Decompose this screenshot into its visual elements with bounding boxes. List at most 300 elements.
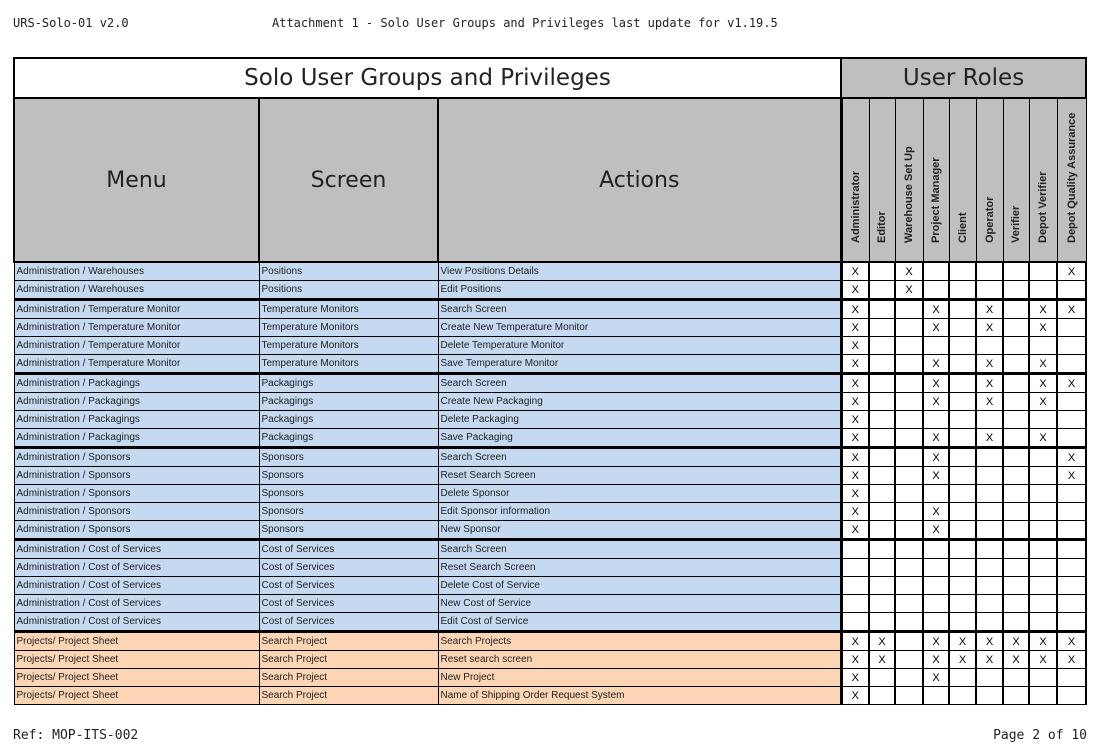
menu-cell: Administration / Warehouses <box>14 262 259 281</box>
table-row <box>14 281 1086 300</box>
privilege-mark <box>895 669 923 687</box>
privilege-mark <box>1003 467 1029 485</box>
screen-cell: Cost of Services <box>259 559 438 577</box>
table-row <box>14 262 1086 281</box>
privilege-mark <box>895 448 923 467</box>
privilege-mark <box>895 337 923 355</box>
privilege-mark: X <box>841 521 869 540</box>
privilege-mark <box>949 540 976 559</box>
privilege-mark <box>976 503 1003 521</box>
privilege-mark <box>1003 448 1029 467</box>
privilege-mark: X <box>923 300 949 319</box>
role-header <box>923 98 949 262</box>
role-label: Client <box>956 212 969 243</box>
privilege-mark <box>895 374 923 393</box>
privilege-mark: X <box>1057 651 1086 669</box>
privilege-mark <box>949 319 976 337</box>
screen-cell: Cost of Services <box>259 540 438 559</box>
privilege-mark <box>1057 577 1086 595</box>
privilege-mark: X <box>923 448 949 467</box>
privilege-mark <box>923 559 949 577</box>
privilege-mark <box>1003 337 1029 355</box>
privilege-mark <box>869 374 895 393</box>
privilege-mark <box>1057 669 1086 687</box>
privilege-mark <box>1057 429 1086 448</box>
action-cell: Reset Search Screen <box>438 559 841 577</box>
table-row <box>14 687 1086 705</box>
actions-column-header: Actions <box>438 98 841 262</box>
privilege-mark <box>976 448 1003 467</box>
privilege-mark <box>949 262 976 281</box>
role-label: Depot Verifier <box>1037 171 1049 243</box>
privilege-mark: X <box>869 651 895 669</box>
privilege-mark <box>1003 429 1029 448</box>
privilege-mark: X <box>1057 467 1086 485</box>
privilege-mark <box>895 521 923 540</box>
table-row <box>14 540 1086 559</box>
screen-cell: Temperature Monitors <box>259 319 438 337</box>
action-cell: Search Screen <box>438 540 841 559</box>
privilege-mark: X <box>841 632 869 651</box>
privilege-mark <box>1003 613 1029 632</box>
privilege-mark <box>895 613 923 632</box>
privilege-mark <box>949 429 976 448</box>
privilege-mark: X <box>841 687 869 705</box>
role-header <box>1057 98 1086 262</box>
table-row <box>14 651 1086 669</box>
privilege-mark <box>923 281 949 300</box>
privilege-mark <box>869 503 895 521</box>
screen-cell: Search Project <box>259 687 438 705</box>
role-header <box>1029 98 1057 262</box>
document-id: URS-Solo-01 v2.0 <box>13 16 129 30</box>
privilege-mark <box>869 319 895 337</box>
privilege-mark <box>869 559 895 577</box>
privilege-mark <box>949 411 976 429</box>
privilege-mark <box>869 448 895 467</box>
screen-cell: Sponsors <box>259 503 438 521</box>
privilege-mark: X <box>895 281 923 300</box>
table-row <box>14 319 1086 337</box>
privilege-mark <box>1057 393 1086 411</box>
action-cell: Delete Sponsor <box>438 485 841 503</box>
privilege-mark <box>949 393 976 411</box>
privilege-mark <box>895 651 923 669</box>
privilege-mark: X <box>976 429 1003 448</box>
privilege-mark: X <box>1057 632 1086 651</box>
privilege-mark: X <box>923 503 949 521</box>
privilege-mark <box>841 613 869 632</box>
privilege-mark <box>869 337 895 355</box>
privilege-mark: X <box>841 669 869 687</box>
table-row <box>14 559 1086 577</box>
privilege-mark <box>976 262 1003 281</box>
action-cell: Edit Sponsor information <box>438 503 841 521</box>
privilege-mark: X <box>1029 651 1057 669</box>
privilege-mark <box>841 595 869 613</box>
privilege-mark <box>976 559 1003 577</box>
privilege-mark <box>923 337 949 355</box>
privilege-mark <box>1057 281 1086 300</box>
menu-cell: Administration / Temperature Monitor <box>14 355 259 374</box>
privilege-mark <box>1029 595 1057 613</box>
screen-cell: Packagings <box>259 411 438 429</box>
privilege-mark <box>1057 485 1086 503</box>
privilege-mark <box>976 613 1003 632</box>
privilege-mark <box>976 467 1003 485</box>
role-header <box>976 98 1003 262</box>
table-row <box>14 485 1086 503</box>
privilege-mark <box>976 540 1003 559</box>
table-row <box>14 467 1086 485</box>
privilege-mark: X <box>1029 300 1057 319</box>
table-row <box>14 503 1086 521</box>
privilege-mark <box>1029 613 1057 632</box>
privilege-mark <box>895 319 923 337</box>
privilege-mark <box>895 503 923 521</box>
privilege-mark <box>1003 559 1029 577</box>
screen-cell: Sponsors <box>259 521 438 540</box>
table-row <box>14 393 1086 411</box>
privilege-mark: X <box>976 300 1003 319</box>
menu-cell: Administration / Cost of Services <box>14 540 259 559</box>
privilege-mark <box>869 577 895 595</box>
privilege-mark <box>1057 337 1086 355</box>
action-cell: New Cost of Service <box>438 595 841 613</box>
menu-cell: Projects/ Project Sheet <box>14 669 259 687</box>
privilege-mark <box>1003 485 1029 503</box>
menu-cell: Administration / Temperature Monitor <box>14 319 259 337</box>
action-cell: Delete Cost of Service <box>438 577 841 595</box>
table-row <box>14 632 1086 651</box>
privilege-mark <box>923 485 949 503</box>
action-cell: Save Packaging <box>438 429 841 448</box>
privilege-mark <box>1003 521 1029 540</box>
privilege-mark <box>976 577 1003 595</box>
privilege-mark <box>1003 300 1029 319</box>
screen-cell: Temperature Monitors <box>259 337 438 355</box>
privilege-mark <box>949 503 976 521</box>
screen-cell: Cost of Services <box>259 613 438 632</box>
role-label: Project Manager <box>930 157 942 243</box>
action-cell: Search Projects <box>438 632 841 651</box>
table-row <box>14 355 1086 374</box>
privilege-mark <box>895 393 923 411</box>
privilege-mark <box>1003 687 1029 705</box>
privilege-mark <box>976 595 1003 613</box>
action-cell: Create New Packaging <box>438 393 841 411</box>
privilege-mark <box>1003 262 1029 281</box>
privilege-mark: X <box>841 429 869 448</box>
privilege-mark <box>949 559 976 577</box>
privilege-mark <box>949 300 976 319</box>
role-header <box>841 98 869 262</box>
privilege-mark <box>923 262 949 281</box>
action-cell: Delete Temperature Monitor <box>438 337 841 355</box>
privilege-mark <box>1057 503 1086 521</box>
privilege-mark <box>949 281 976 300</box>
privilege-mark: X <box>1029 374 1057 393</box>
privilege-mark <box>1057 540 1086 559</box>
privilege-mark <box>923 411 949 429</box>
role-header <box>895 98 923 262</box>
privilege-mark <box>949 485 976 503</box>
privilege-mark <box>949 595 976 613</box>
privilege-mark <box>976 411 1003 429</box>
privilege-mark <box>1003 411 1029 429</box>
privilege-mark <box>1003 355 1029 374</box>
privilege-mark <box>1057 411 1086 429</box>
role-label: Warehouse Set Up <box>903 146 915 243</box>
table-row <box>14 448 1086 467</box>
menu-cell: Administration / Cost of Services <box>14 595 259 613</box>
screen-cell: Sponsors <box>259 485 438 503</box>
privilege-mark: X <box>976 319 1003 337</box>
privilege-mark <box>1029 467 1057 485</box>
privilege-mark: X <box>1029 319 1057 337</box>
menu-cell: Administration / Sponsors <box>14 467 259 485</box>
privilege-mark <box>1029 503 1057 521</box>
screen-cell: Packagings <box>259 393 438 411</box>
privilege-mark <box>1029 262 1057 281</box>
privilege-mark <box>1029 411 1057 429</box>
role-label: Administrator <box>849 170 862 243</box>
privilege-mark <box>1003 319 1029 337</box>
action-cell: View Positions Details <box>438 262 841 281</box>
privilege-mark <box>949 521 976 540</box>
action-cell: Name of Shipping Order Request System <box>438 687 841 705</box>
privilege-mark: X <box>841 319 869 337</box>
screen-cell: Sponsors <box>259 467 438 485</box>
table-row <box>14 613 1086 632</box>
menu-cell: Administration / Temperature Monitor <box>14 300 259 319</box>
privilege-mark <box>1029 281 1057 300</box>
privilege-mark: X <box>841 448 869 467</box>
menu-column-header: Menu <box>14 98 259 262</box>
screen-cell: Search Project <box>259 669 438 687</box>
role-label: Operator <box>983 196 996 243</box>
privilege-mark <box>1057 613 1086 632</box>
table-row <box>14 300 1086 319</box>
privilege-mark <box>895 467 923 485</box>
privilege-mark <box>869 613 895 632</box>
privilege-mark: X <box>895 262 923 281</box>
menu-cell: Administration / Sponsors <box>14 521 259 540</box>
screen-cell: Packagings <box>259 429 438 448</box>
privilege-mark <box>1057 687 1086 705</box>
screen-cell: Search Project <box>259 632 438 651</box>
privilege-mark <box>1029 540 1057 559</box>
menu-cell: Projects/ Project Sheet <box>14 632 259 651</box>
privilege-mark: X <box>841 300 869 319</box>
privilege-mark: X <box>841 393 869 411</box>
action-cell: New Project <box>438 669 841 687</box>
privilege-mark <box>949 687 976 705</box>
privilege-mark <box>869 300 895 319</box>
privilege-mark <box>869 429 895 448</box>
privilege-mark: X <box>1057 262 1086 281</box>
privilege-mark: X <box>949 651 976 669</box>
privilege-mark <box>1029 485 1057 503</box>
action-cell: Search Screen <box>438 300 841 319</box>
menu-cell: Administration / Packagings <box>14 393 259 411</box>
privilege-mark <box>895 300 923 319</box>
action-cell: Edit Cost of Service <box>438 613 841 632</box>
privilege-mark <box>1029 448 1057 467</box>
role-header <box>1003 98 1029 262</box>
action-cell: Delete Packaging <box>438 411 841 429</box>
table-title: Solo User Groups and Privileges <box>14 58 841 98</box>
action-cell: Edit Positions <box>438 281 841 300</box>
privilege-mark <box>1057 595 1086 613</box>
menu-cell: Administration / Cost of Services <box>14 577 259 595</box>
privilege-mark <box>1029 687 1057 705</box>
footer-ref: Ref: MOP-ITS-002 <box>13 728 139 743</box>
menu-cell: Administration / Packagings <box>14 411 259 429</box>
role-label: Editor <box>876 211 888 243</box>
menu-cell: Administration / Sponsors <box>14 485 259 503</box>
privilege-mark <box>923 540 949 559</box>
action-cell: Reset search screen <box>438 651 841 669</box>
privileges-table <box>13 57 1087 705</box>
privilege-mark: X <box>976 651 1003 669</box>
privilege-mark: X <box>1029 429 1057 448</box>
privilege-mark <box>923 687 949 705</box>
screen-cell: Positions <box>259 262 438 281</box>
screen-cell: Cost of Services <box>259 577 438 595</box>
privilege-mark <box>949 355 976 374</box>
privilege-mark <box>949 577 976 595</box>
screen-cell: Cost of Services <box>259 595 438 613</box>
menu-cell: Administration / Warehouses <box>14 281 259 300</box>
privilege-mark: X <box>923 374 949 393</box>
privilege-mark <box>869 595 895 613</box>
privilege-mark <box>1003 374 1029 393</box>
privilege-mark: X <box>923 521 949 540</box>
privilege-mark: X <box>1057 448 1086 467</box>
privilege-mark <box>949 669 976 687</box>
user-roles-title: User Roles <box>841 58 1086 98</box>
privilege-mark: X <box>1029 355 1057 374</box>
privilege-mark <box>869 687 895 705</box>
privilege-mark: X <box>923 651 949 669</box>
privilege-mark <box>976 521 1003 540</box>
privilege-mark: X <box>841 262 869 281</box>
privilege-mark <box>976 687 1003 705</box>
privilege-mark <box>1029 337 1057 355</box>
privilege-mark <box>1029 669 1057 687</box>
privilege-mark <box>949 448 976 467</box>
privilege-mark <box>869 262 895 281</box>
privilege-mark <box>895 540 923 559</box>
privilege-mark <box>923 595 949 613</box>
privilege-mark <box>869 467 895 485</box>
privilege-mark: X <box>923 467 949 485</box>
privilege-mark <box>869 393 895 411</box>
privilege-mark: X <box>1057 374 1086 393</box>
role-label: Verifier <box>1010 205 1022 243</box>
menu-cell: Administration / Sponsors <box>14 503 259 521</box>
privilege-mark: X <box>869 632 895 651</box>
privilege-mark: X <box>1029 393 1057 411</box>
privilege-mark <box>1003 393 1029 411</box>
privilege-mark: X <box>923 355 949 374</box>
privilege-mark: X <box>841 467 869 485</box>
menu-cell: Projects/ Project Sheet <box>14 651 259 669</box>
role-header <box>869 98 895 262</box>
privilege-mark: X <box>976 374 1003 393</box>
privilege-mark <box>976 485 1003 503</box>
privilege-mark: X <box>841 651 869 669</box>
table-row <box>14 337 1086 355</box>
screen-cell: Packagings <box>259 374 438 393</box>
privilege-mark: X <box>923 319 949 337</box>
privilege-mark: X <box>923 393 949 411</box>
menu-cell: Administration / Cost of Services <box>14 613 259 632</box>
privilege-mark <box>869 355 895 374</box>
privilege-mark: X <box>841 503 869 521</box>
privilege-mark <box>1003 669 1029 687</box>
privilege-mark <box>1057 559 1086 577</box>
privilege-mark <box>895 687 923 705</box>
screen-cell: Temperature Monitors <box>259 300 438 319</box>
screen-column-header: Screen <box>259 98 438 262</box>
menu-cell: Administration / Cost of Services <box>14 559 259 577</box>
privilege-mark <box>869 521 895 540</box>
privilege-mark: X <box>841 411 869 429</box>
action-cell: Search Screen <box>438 374 841 393</box>
privilege-mark <box>949 337 976 355</box>
privilege-mark <box>841 540 869 559</box>
privilege-mark <box>869 540 895 559</box>
screen-cell: Search Project <box>259 651 438 669</box>
privilege-mark: X <box>1003 632 1029 651</box>
table-row <box>14 521 1086 540</box>
screen-cell: Positions <box>259 281 438 300</box>
privilege-mark <box>895 355 923 374</box>
privilege-mark <box>1057 319 1086 337</box>
privilege-mark: X <box>923 632 949 651</box>
menu-cell: Projects/ Project Sheet <box>14 687 259 705</box>
privilege-mark: X <box>841 281 869 300</box>
privilege-mark <box>1057 521 1086 540</box>
action-cell: Save Temperature Monitor <box>438 355 841 374</box>
privilege-mark <box>895 429 923 448</box>
privilege-mark <box>869 411 895 429</box>
footer-page: Page 2 of 10 <box>993 728 1087 743</box>
privilege-mark <box>841 577 869 595</box>
privilege-mark <box>949 374 976 393</box>
action-cell: Create New Temperature Monitor <box>438 319 841 337</box>
privilege-mark <box>869 485 895 503</box>
privilege-mark <box>1003 503 1029 521</box>
table-row <box>14 669 1086 687</box>
privilege-mark <box>1029 577 1057 595</box>
role-header <box>949 98 976 262</box>
role-label: Depot Quality Assurance <box>1065 112 1078 243</box>
privilege-mark <box>1003 540 1029 559</box>
privilege-mark: X <box>1057 300 1086 319</box>
privilege-mark <box>1003 281 1029 300</box>
privilege-mark <box>949 467 976 485</box>
document-subtitle: Attachment 1 - Solo User Groups and Privileges last update for v1.19.5 <box>272 16 778 30</box>
privilege-mark <box>869 281 895 300</box>
privilege-mark <box>923 577 949 595</box>
privilege-mark <box>1003 577 1029 595</box>
table-row <box>14 411 1086 429</box>
privilege-mark: X <box>923 669 949 687</box>
privilege-mark: X <box>1029 632 1057 651</box>
